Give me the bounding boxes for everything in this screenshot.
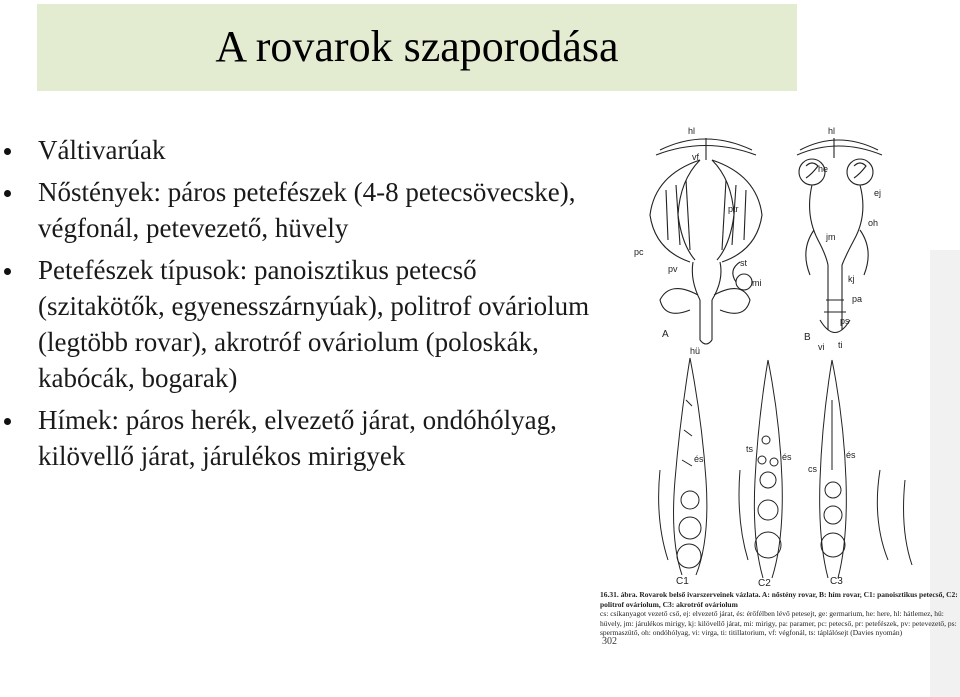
label-hl-male: hl — [828, 126, 836, 136]
bullet-item — [0, 252, 600, 396]
bullet-item — [0, 132, 600, 168]
label-hu: hü — [690, 346, 701, 356]
figure-caption-body: cs: csíkanyagot vezető cső, ej: elvezető járat, és: érőfélben lévő petesejt, ge: germarium, he: here, hl: hátlemez, hü: hüvely, jm: járulékos mirigy, kj: kilövellő járat, mi: mirigy, pa: paramer, pc: petecső, pr: petefészek, pv: petevezető, ps: spermaszütő, oh: ondóhólyag, vi: virga, ti: titillatorium, vf: végfonál, ts: táplálósejt (Davies nyomán) — [600, 609, 957, 637]
bullet-text: Petefészek típusok: panoisztikus petecső (szitakötők, egyenesszárnyúak), politrof ováriolum (legtöbb rovar), akrotróf ováriolum (poloskák, kabócák, bogarak) — [38, 255, 590, 393]
bullet-dot-icon — [4, 190, 11, 197]
bullet-item — [0, 402, 600, 474]
male-organs-drawing — [797, 138, 882, 333]
title-bar — [37, 4, 797, 91]
label-ej: ej — [874, 188, 882, 198]
label-C2: C2 — [758, 578, 771, 589]
bullet-text: Hímek: páros herék, elvezető járat, ondóhólyag, kilövellő járat, járulékos mirigyek — [38, 405, 557, 471]
bullet-text: Váltivarúak — [38, 135, 166, 165]
label-B: B — [804, 332, 811, 343]
ovariole-drawings — [659, 358, 912, 578]
label-es-c3: és — [846, 450, 856, 460]
label-C3: C3 — [830, 576, 843, 587]
label-cs: cs — [808, 464, 817, 474]
label-mi: mi — [752, 278, 762, 288]
label-jm: jm — [826, 232, 836, 242]
label-es-c1: és — [694, 454, 704, 464]
label-A: A — [662, 329, 669, 340]
page-number: 302 — [602, 636, 617, 647]
label-pa: pa — [852, 294, 863, 304]
label-hl: hl — [688, 126, 696, 136]
label-vf: vf — [692, 152, 700, 162]
label-ptr: ptr — [728, 204, 739, 214]
bullet-dot-icon — [4, 148, 11, 155]
label-he: he — [818, 164, 829, 174]
label-pv: pv — [668, 264, 678, 274]
figure-caption-title: 16.31. ábra. Rovarok belső ivarszerveinek vázlata. A: nőstény rovar, B: hím rovar, C1: panoisztikus petecső, C2: politrof ováriolum, C3: akrotróf ováriolum — [600, 590, 958, 609]
label-ti: ti — [838, 340, 843, 350]
label-oh: oh — [868, 218, 879, 228]
label-ts: ts — [746, 444, 754, 454]
female-organs-drawing — [650, 138, 762, 344]
bullet-item — [0, 174, 600, 246]
label-es-c2: és — [782, 452, 792, 462]
bullet-dot-icon — [4, 418, 11, 425]
label-vi: vi — [818, 342, 825, 352]
bullet-text: Nőstények: páros petefészek (4-8 petecsövecske), végfonál, petevezető, hüvely — [38, 177, 576, 243]
bullet-dot-icon — [4, 268, 11, 275]
label-C1: C1 — [676, 576, 689, 587]
label-kj: kj — [848, 274, 855, 284]
label-ps: ps — [840, 316, 850, 326]
slide-title: A rovarok szaporodása — [215, 22, 619, 71]
figure-caption — [600, 590, 958, 638]
label-st: st — [740, 258, 748, 268]
label-pc: pc — [634, 247, 644, 257]
bullet-list — [0, 132, 600, 480]
